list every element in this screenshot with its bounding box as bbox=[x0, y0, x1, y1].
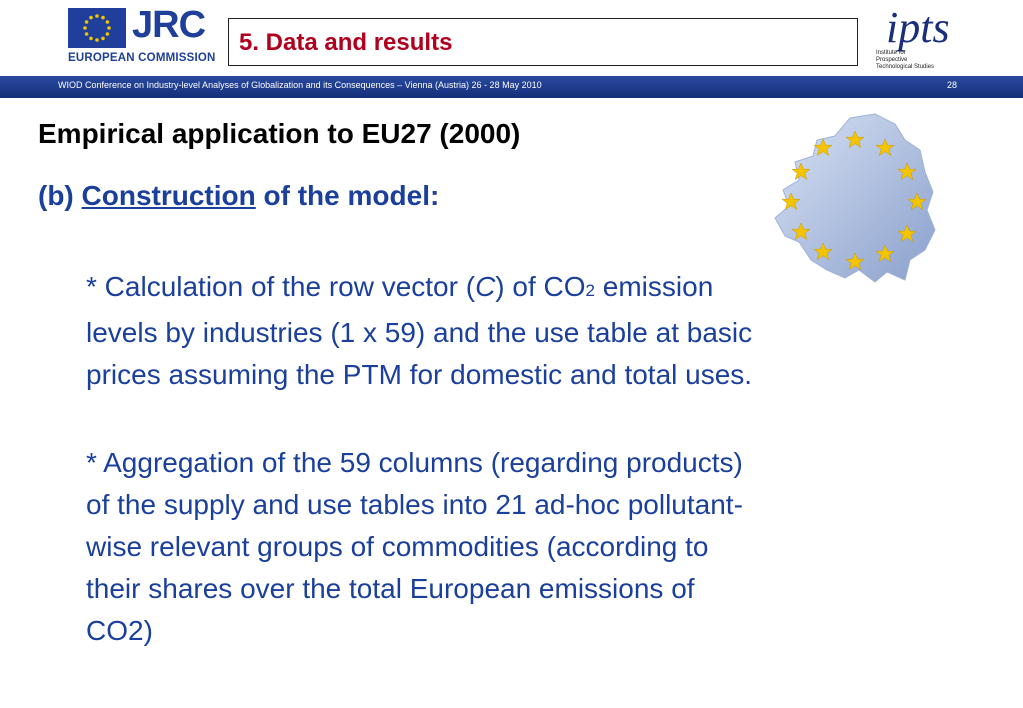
subsection-heading bbox=[38, 180, 439, 212]
ipts-logo bbox=[872, 2, 972, 74]
para2-line4: their shares over the total European emissions of bbox=[86, 573, 695, 604]
commission-label: EUROPEAN COMMISSION bbox=[68, 52, 216, 64]
jrc-logo bbox=[68, 4, 216, 70]
conference-text: WIOD Conference on Industry-level Analyses of Globalization and its Consequences – Vienna (Austria) 26 - 28 May 2010 bbox=[58, 80, 542, 90]
para2-line2: of the supply and use tables into 21 ad-hoc pollutant- bbox=[86, 489, 743, 520]
subsection-underlined: Construction bbox=[81, 180, 256, 211]
slide-title-box bbox=[228, 18, 858, 66]
bullet-aggregation bbox=[86, 442, 986, 652]
subsection-suffix: of the model: bbox=[255, 180, 440, 211]
bullet-calculation bbox=[86, 266, 986, 396]
section-heading: Empirical application to EU27 (2000) bbox=[38, 118, 521, 149]
page-number: 28 bbox=[946, 80, 957, 90]
para1-line3: prices assuming the PTM for domestic and total uses. bbox=[86, 359, 753, 390]
para2-line3: wise relevant groups of commodities (according to bbox=[86, 531, 709, 562]
para2-line1: * Aggregation of the 59 columns (regarding products) bbox=[86, 447, 743, 478]
ipts-letters: ipts bbox=[886, 3, 950, 52]
eu-flag-icon bbox=[68, 8, 126, 48]
ipts-logo-mark bbox=[872, 2, 972, 52]
para2-line5: CO2) bbox=[86, 615, 153, 646]
conference-banner bbox=[0, 76, 1023, 98]
ipts-caption: Institute for Prospective Technological Studies bbox=[876, 50, 935, 70]
jrc-wordmark: JRC bbox=[132, 4, 206, 46]
para1-line1: * Calculation of the row vector (C) of CO2 emission bbox=[86, 271, 714, 302]
para1-line2: levels by industries (1 x 59) and the use table at basic bbox=[86, 317, 753, 348]
subsection-prefix: (b) bbox=[38, 180, 82, 211]
slide-title: 5. Data and results bbox=[239, 29, 453, 56]
